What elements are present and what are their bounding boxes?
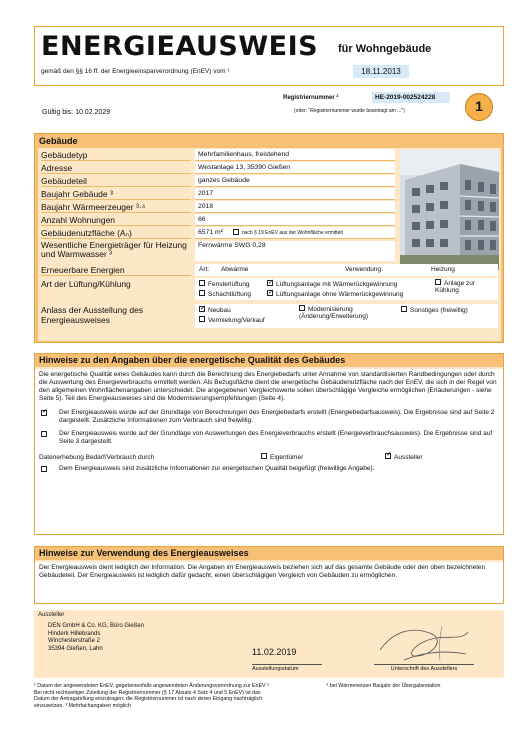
- renewable-use-label: Verwendung:: [345, 266, 383, 273]
- quality-notes-body: [35, 369, 503, 534]
- occasion-option[interactable]: Vermietung/Verkauf: [199, 316, 265, 325]
- building-photo: [400, 150, 499, 270]
- data-collection-row: Datenerhebung Bedarf/Verbrauch durch Eigentümer ✓ Aussteller: [39, 454, 499, 463]
- row-label: Anzahl Wohnungen: [41, 214, 191, 226]
- building-section: [34, 133, 504, 343]
- footnotes-right: ⁴ bei Wärmenetzen Baujahr der Übergabestation: [326, 683, 441, 689]
- renewable-label: Erneuerbare Energien: [41, 264, 191, 276]
- footnotes-left: ¹ Datum der angewendeten EnEV, gegebenenfalls angewendeten Änderungsverordnung zur EnEV ² Bei nicht rechtzeitiger Zuteilung der Registriernummer (§ 17 Absatz 4 Satz 4 und 5 EnEV) ist das Datum der Antragstellung einzutragen; die Registriernummer ist nach deren Eingang nachträglich einzusetzen. ³ Mehrfachangaben möglich: [34, 683, 269, 709]
- header: [34, 26, 504, 86]
- legal-basis: gemäß den §§ 16 ff. der Energieeinsparverordnung (EnEV) vom ¹: [41, 68, 230, 75]
- occasion-options: [195, 304, 498, 328]
- row-value-field[interactable]: 2017: [195, 188, 395, 200]
- valid-until: Gültig bis: 10.02.2029: [42, 109, 111, 116]
- ventilation-option[interactable]: Fensterlüftung: [199, 280, 250, 289]
- quality-notes-section: [34, 353, 504, 535]
- table-row: [38, 188, 398, 200]
- row-label: Baujahr Gebäude ³: [41, 188, 191, 200]
- document-title: ENERGIEAUSWEIS: [41, 31, 319, 62]
- renewable-row: [195, 264, 498, 276]
- row-value-field[interactable]: Westanlage 13, 35390 Gießen: [195, 162, 395, 174]
- row-value-field[interactable]: ganzes Gebäude: [195, 175, 395, 187]
- occasion-option[interactable]: Modernisierung (Änderung/Erweiterung): [299, 306, 369, 320]
- quality-notes-intro: Die energetische Qualität eines Gebäudes kann durch die Berechnung des Energiebedarfs unter Annahme von standardisierten Randbedingungen oder durch die Auswertung des Energieverbrauchs ermittelt werden. Als Bezugsfläche dient die energetische Gebäudenutzfläche nach der EnEV, die sich in der Regel von den allgemeinen Wohnflächenangaben unterscheidet. Die angegebenen Vergleichswerte sollen überschlägige Vergleiche ermöglichen (Erläuterungen - siehe Seite 5). Teil des Energieausweises sind die Modernisierungsempfehlungen (Seite 4).: [39, 371, 497, 402]
- area-label: Gebäudenutzfläche (Aₙ): [41, 227, 191, 239]
- table-row: [38, 214, 398, 226]
- renewable-type-label: Art:: [199, 266, 210, 273]
- registration-label: Registriernummer ²: [283, 95, 339, 101]
- issuer-option[interactable]: ✓ Aussteller: [385, 454, 423, 462]
- signature-label: Unterschrift des Ausstellers: [374, 664, 474, 672]
- ventilation-options: [195, 278, 498, 300]
- area-checkbox[interactable]: [233, 229, 239, 235]
- document-subtitle: für Wohngebäude: [338, 43, 432, 55]
- energy-carrier-label: Wesentliche Energieträger für Heizung und Warmwasser ³: [41, 240, 187, 259]
- renewable-use-field[interactable]: Heizung: [431, 266, 455, 273]
- table-row: [38, 227, 398, 239]
- attached-info-option[interactable]: Dem Energieausweis sind zusätzliche Informationen zur energetischen Qualität beigefügt (freiwillige Angabe).: [39, 465, 499, 473]
- area-option-label: nach § 19 EnEV aus der Wohnfläche ermittelt: [241, 230, 343, 236]
- area-row: [195, 227, 395, 239]
- quality-notes-title: Hinweise zu den Angaben über die energetische Qualität des Gebäudes: [35, 354, 503, 367]
- row-label: Gebäudetyp: [41, 149, 191, 161]
- occasion-option[interactable]: Sonstiges (freiwillig): [401, 306, 468, 315]
- registration-number-field[interactable]: HE-2019-002524228: [372, 92, 450, 103]
- issuer-label: Aussteller: [38, 612, 65, 618]
- table-row: [38, 175, 398, 187]
- ventilation-option[interactable]: Schachtlüftung: [199, 290, 251, 299]
- usage-notes-title: Hinweise zur Verwendung des Energieausweises: [35, 547, 503, 560]
- renewable-type-field[interactable]: Abwärme: [220, 266, 249, 273]
- consumption-option[interactable]: Der Energieausweis wurde auf der Grundlage von Auswertungen des Energieverbrauchs erstellt (Energieverbrauchsausweis). Die Ergebnisse sind auf Seite 3 dargestellt.: [39, 430, 499, 446]
- table-row: [38, 264, 498, 276]
- page-number-badge: 1: [465, 93, 493, 121]
- row-value-field[interactable]: 2018: [195, 201, 395, 213]
- row-label: Baujahr Wärmeerzeuger ³·⁴: [41, 201, 191, 213]
- signature-image: [374, 620, 474, 664]
- usage-notes-section: [34, 546, 504, 604]
- issuer-section: [34, 610, 504, 678]
- table-row: [38, 149, 398, 161]
- row-label: Gebäudeteil: [41, 175, 191, 187]
- occasion-option[interactable]: ✓Neubau: [199, 306, 231, 315]
- issuer-address: DEN GmbH & Co. KG, Büro Gießen Hinderk Hillebrands Winchesterstraße 2 35394 Gießen, Lahn: [48, 623, 145, 652]
- owner-option[interactable]: Eigentümer: [261, 454, 303, 462]
- registration-note: (oder: "Registriernummer wurde beantragt am ..."): [294, 108, 405, 114]
- occasion-label: Anlass der Ausstellung des Energieausweises: [41, 305, 144, 325]
- area-value-field[interactable]: 6571 m²: [198, 229, 223, 236]
- row-label: Adresse: [41, 162, 191, 174]
- demand-option[interactable]: ✓ Der Energieausweis wurde auf der Grundlage von Berechnungen des Energiebedarfs erstellt (Energiebedarfsausweis). Die Ergebnisse sind auf Seite 2 dargestellt. Zusätzliche Informationen zum Verbrauch sind freiwillig.: [39, 409, 499, 425]
- issue-date-label: Ausstellungsdatum: [252, 664, 322, 672]
- row-value-field[interactable]: Mehrfamilienhaus, freistehend: [195, 149, 395, 161]
- building-table: [38, 148, 501, 341]
- building-section-title: Gebäude: [39, 136, 78, 146]
- table-row: [38, 162, 398, 174]
- ventilation-option[interactable]: Anlage zur Kühlung: [435, 280, 476, 294]
- legal-date-field[interactable]: 18.11.2013: [353, 65, 409, 78]
- row-value-field[interactable]: 66: [195, 214, 395, 226]
- energy-certificate-page: [8, 8, 521, 743]
- usage-notes-body: Der Energieausweis dient lediglich der Information. Die Angaben im Energieausweis beziehen sich auf das gesamte Gebäude oder den oben bezeichneten Gebäudeteil. Der Energieausweis ist lediglich dafür gedacht, einen überschlägigen Vergleich von Gebäuden zu ermöglichen.: [35, 562, 503, 603]
- ventilation-option[interactable]: ✓ Lüftungsanlage mit Wärmerückgewinnung: [267, 280, 397, 289]
- issue-date: 11.02.2019: [252, 647, 297, 657]
- table-row: [38, 201, 398, 213]
- ventilation-option[interactable]: ✓ Lüftungsanlage ohne Wärmerückgewinnung: [267, 290, 403, 299]
- energy-carrier-field[interactable]: Fernwärme SWG 0,28: [195, 241, 395, 261]
- ventilation-label: Art der Lüftung/Kühlung: [41, 279, 131, 289]
